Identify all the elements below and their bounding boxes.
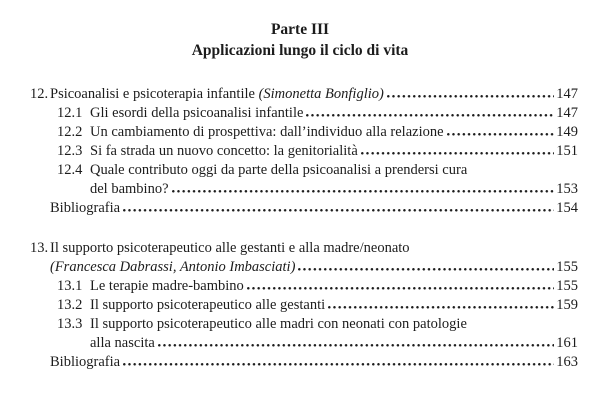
toc-entry — [30, 142, 578, 161]
toc-entry-number: 12.4 — [57, 162, 83, 178]
toc-entry — [30, 296, 578, 315]
toc-entry-title: Il supporto psicoterapeutico alle gestanti e alla madre/neonato — [50, 240, 410, 256]
toc-entry-title: (Francesca Dabrassi, Antonio Imbasciati) — [50, 259, 296, 275]
part-header — [0, 19, 600, 61]
toc-entry — [30, 277, 578, 296]
toc-entry-title: del bambino? — [90, 181, 169, 197]
toc-entry-page: 147 — [556, 86, 578, 102]
toc-entry-page: 161 — [556, 335, 578, 351]
toc-entry-number: 13. — [30, 240, 49, 256]
toc-entry-page: 155 — [556, 259, 578, 275]
toc-entry-page: 163 — [556, 354, 578, 370]
dot-leader — [172, 190, 555, 193]
toc-entry-title: alla nascita — [90, 335, 155, 351]
toc-entry-number: 12.1 — [57, 105, 83, 121]
toc-entry — [30, 239, 578, 258]
toc-entry-number: 12. — [30, 86, 49, 102]
toc-list — [0, 85, 600, 372]
toc-entry-title: Il supporto psicoterapeutico alle madri con neonati con patologie — [90, 316, 467, 332]
toc-entry-title: Si fa strada un nuovo concetto: la genitorialità — [90, 143, 358, 159]
toc-entry-number: 13.1 — [57, 278, 83, 294]
toc-entry-page: 149 — [556, 124, 578, 140]
dot-leader — [306, 114, 554, 117]
toc-entry — [30, 258, 578, 277]
toc-entry-title: Bibliografia — [50, 354, 121, 370]
dot-leader — [447, 133, 555, 136]
toc-entry-title: Bibliografia — [50, 200, 121, 216]
toc-entry-page: 147 — [556, 105, 578, 121]
dot-leader — [387, 95, 554, 98]
toc-entry-title: Il supporto psicoterapeutico alle gestanti — [90, 297, 326, 313]
toc-entry-number: 13.3 — [57, 316, 83, 332]
dot-leader — [361, 152, 554, 155]
toc-entry — [30, 334, 578, 353]
part-label: Parte III — [270, 21, 330, 38]
toc-entry-page: 153 — [556, 181, 578, 197]
toc-entry — [30, 123, 578, 142]
dot-leader — [123, 209, 554, 212]
toc-entry-page: 154 — [556, 200, 578, 216]
toc-entry-number: 12.2 — [57, 124, 83, 140]
toc-entry-page: 155 — [556, 278, 578, 294]
toc-entry — [30, 180, 578, 199]
toc-entry-title: Un cambiamento di prospettiva: dall’individuo alla relazione — [90, 124, 444, 140]
dot-leader — [298, 268, 554, 271]
toc-entry — [30, 104, 578, 123]
part-title: Applicazioni lungo il ciclo di vita — [191, 42, 409, 59]
toc-entry — [30, 85, 578, 104]
toc-entry — [30, 353, 578, 372]
dot-leader — [158, 344, 554, 347]
toc-entry-number: 12.3 — [57, 143, 83, 159]
dot-leader — [328, 306, 554, 309]
dot-leader — [123, 363, 554, 366]
toc-entry-title: Gli esordi della psicoanalisi infantile — [90, 105, 304, 121]
toc-entry-title: Psicoanalisi e psicoterapia infantile (Simonetta Bonfiglio) — [50, 86, 384, 102]
toc-entry-title: Quale contributo oggi da parte della psicoanalisi a prendersi cura — [90, 162, 468, 178]
toc-entry-page: 159 — [556, 297, 578, 313]
toc-entry — [30, 315, 578, 334]
toc-entry — [30, 199, 578, 218]
toc-entry-title: Le terapie madre-bambino — [90, 278, 244, 294]
toc-entry-page: 151 — [556, 143, 578, 159]
toc-entry-number: 13.2 — [57, 297, 83, 313]
toc-entry — [30, 161, 578, 180]
dot-leader — [247, 287, 554, 290]
